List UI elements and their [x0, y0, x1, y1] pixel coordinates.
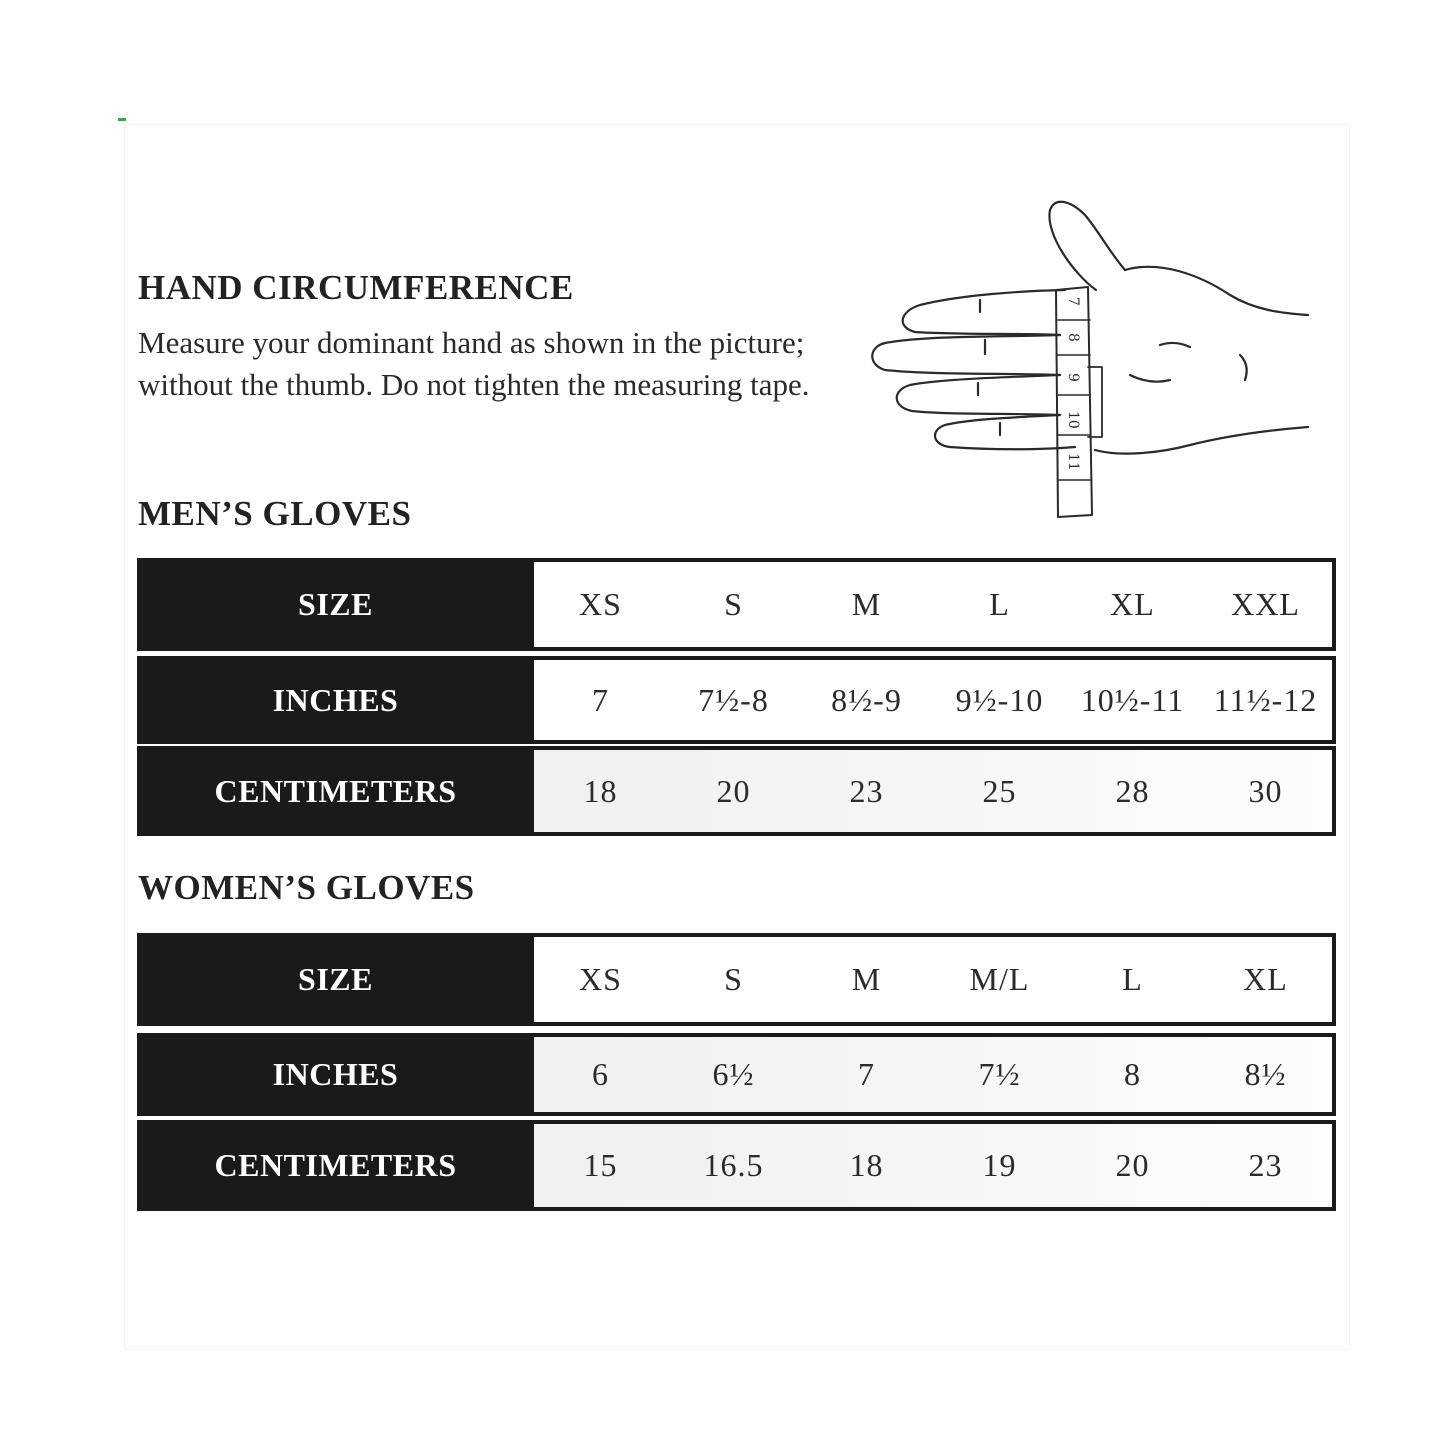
- table-row: [137, 1033, 1336, 1116]
- thumb-outline: [1049, 202, 1125, 290]
- row-values: [534, 656, 1336, 744]
- table-cell: M: [851, 961, 882, 997]
- row-values: [534, 1033, 1336, 1116]
- table-cell: S: [724, 586, 743, 622]
- table-cell: 15: [583, 1147, 618, 1183]
- tape-number-10: 10: [1065, 411, 1081, 429]
- table-cell: L: [1122, 961, 1143, 997]
- table-row: [137, 656, 1336, 744]
- row-label-size: SIZE: [137, 558, 534, 651]
- table-cell: 7: [592, 681, 609, 718]
- table-cell: 7: [858, 1056, 875, 1092]
- index-finger: [903, 290, 1065, 335]
- table-cell: 7½: [978, 1056, 1021, 1092]
- row-values: [534, 933, 1336, 1026]
- measuring-instructions: Measure your dominant hand as shown in the picture; without the thumb. Do not tighten the measuring tape.: [138, 325, 810, 402]
- table-cell: 8½-9: [831, 681, 902, 718]
- table-cell: XL: [1243, 961, 1288, 997]
- row-values: [534, 1120, 1336, 1211]
- table-cell: 23: [1248, 1147, 1283, 1183]
- table-cell: 25: [982, 772, 1017, 809]
- table-cell: 20: [716, 772, 751, 809]
- tape-number-11: 11: [1065, 453, 1081, 471]
- hand-measuring-tape-illustration: [860, 195, 1320, 530]
- table-cell: 18: [583, 772, 618, 809]
- table-cell: 23: [849, 772, 884, 809]
- row-label-inches: INCHES: [137, 656, 534, 744]
- table-cell: 7½-8: [698, 681, 769, 718]
- table-cell: 18: [849, 1147, 884, 1183]
- table-cell: 8: [1124, 1056, 1141, 1092]
- mens-size-table: [137, 558, 1336, 836]
- table-cell: XS: [579, 961, 622, 997]
- table-cell: 28: [1115, 772, 1150, 809]
- middle-finger: [872, 335, 1060, 375]
- table-cell: 30: [1248, 772, 1283, 809]
- table-row: [137, 933, 1336, 1026]
- womens-gloves-heading: WOMEN’S GLOVES: [138, 868, 475, 907]
- row-label-size: SIZE: [137, 933, 534, 1026]
- womens-size-table: [137, 933, 1336, 1211]
- mens-gloves-heading: MEN’S GLOVES: [138, 494, 412, 533]
- wrist-outline: [1095, 427, 1308, 454]
- table-row: [137, 1120, 1336, 1211]
- table-cell: 9½-10: [955, 681, 1044, 718]
- table-cell: 10½-11: [1080, 681, 1185, 718]
- row-values: [534, 746, 1336, 836]
- table-cell: M: [851, 586, 882, 622]
- table-cell: L: [989, 586, 1010, 622]
- row-label-centimeters: CENTIMETERS: [137, 1120, 534, 1211]
- row-values: [534, 558, 1336, 651]
- tape-number-7: 7: [1065, 297, 1081, 306]
- table-cell: XS: [579, 586, 622, 622]
- table-cell: 6: [592, 1056, 609, 1092]
- hand-circumference-heading: HAND CIRCUMFERENCE: [138, 268, 574, 307]
- tape-number-9: 9: [1065, 373, 1081, 382]
- hand-top-outline: [1125, 267, 1308, 315]
- table-cell: 8½: [1244, 1056, 1287, 1092]
- table-row: [137, 746, 1336, 836]
- measuring-tape: [1056, 287, 1092, 517]
- row-label-centimeters: CENTIMETERS: [137, 746, 534, 836]
- table-cell: XXL: [1231, 586, 1300, 622]
- tape-number-8: 8: [1065, 333, 1081, 342]
- table-cell: 19: [982, 1147, 1017, 1183]
- table-row: [137, 558, 1336, 651]
- row-label-inches: INCHES: [137, 1033, 534, 1116]
- table-cell: 6½: [712, 1056, 755, 1092]
- corner-mark: [118, 118, 126, 121]
- table-cell: S: [724, 961, 743, 997]
- table-cell: 16.5: [703, 1147, 764, 1183]
- table-cell: 20: [1115, 1147, 1150, 1183]
- table-cell: M/L: [969, 961, 1030, 997]
- table-cell: 11½-12: [1213, 681, 1318, 718]
- table-cell: XL: [1110, 586, 1155, 622]
- little-finger: [935, 415, 1075, 449]
